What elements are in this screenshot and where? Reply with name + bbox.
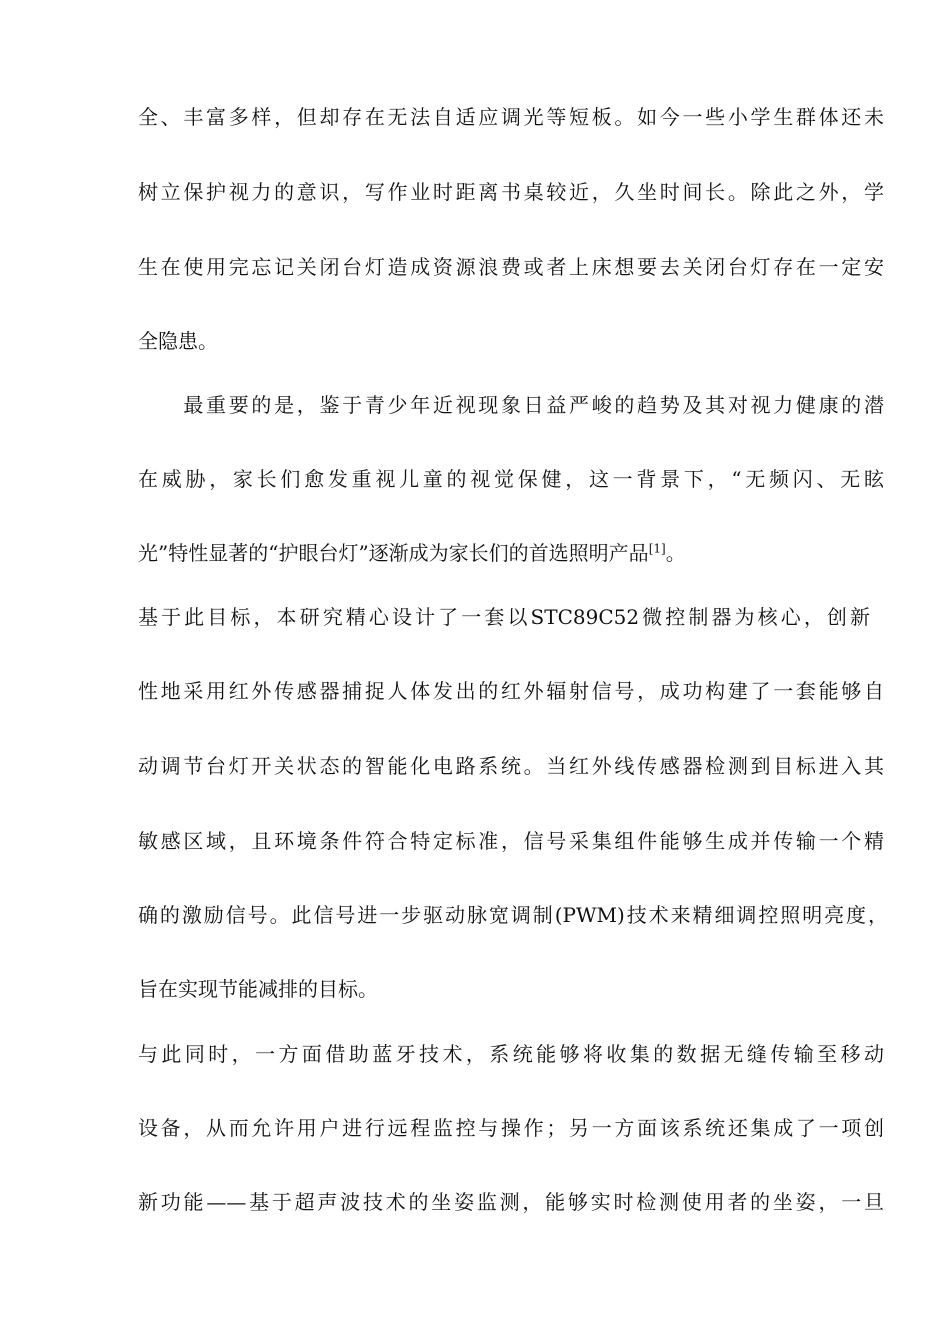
paragraph-1-line-3: 生在使用完忘记关闭台灯造成资源浪费或者上床想要去关闭台灯存在一定安 — [138, 255, 884, 279]
paragraph-3-line-2: 性地采用红外传感器捕捉人体发出的红外辐射信号，成功构建了一套能够自 — [138, 679, 884, 703]
paragraph-4-line-3: 新功能——基于超声波技术的坐姿监测，能够实时检测使用者的坐姿，一旦 — [138, 1190, 884, 1214]
paragraph-1-line-2: 树立保护视力的意识，写作业时距离书桌较近，久坐时间长。除此之外，学 — [138, 180, 884, 204]
paragraph-2-ending: 。 — [665, 541, 686, 565]
paragraph-3-line-5: 确的激励信号。此信号进一步驱动脉宽调制(PWM)技术来精细调控照明亮度， — [138, 903, 888, 927]
paragraph-3-line-1: 基于此目标，本研究精心设计了一套以STC89C52微控制器为核心，创新 — [138, 605, 870, 629]
paragraph-1-line-1: 全、丰富多样，但却存在无法自适应调光等短板。如今一些小学生群体还未 — [138, 105, 884, 129]
paragraph-2-line-3-text: 光”特性显著的“护眼台灯”逐渐成为家长们的首选照明产品 — [138, 541, 649, 565]
paragraph-4-line-2: 设备，从而允许用户进行远程监控与操作；另一方面该系统还集成了一项创 — [138, 1116, 884, 1140]
paragraph-2-line-1: 最重要的是，鉴于青少年近视现象日益严峻的趋势及其对视力健康的潜 — [138, 393, 884, 417]
paragraph-2-line-2: 在威胁，家长们愈发重视儿童的视觉保健，这一背景下，“无频闪、无眩 — [138, 467, 884, 491]
paragraph-2-line-3 — [138, 539, 884, 567]
citation-reference: [1] — [648, 541, 666, 556]
paragraph-3-line-3: 动调节台灯开关状态的智能化电路系统。当红外线传感器检测到目标进入其 — [138, 754, 884, 778]
paragraph-4-line-1: 与此同时，一方面借助蓝牙技术，系统能够将收集的数据无缝传输至移动 — [138, 1042, 884, 1066]
paragraph-1-line-4: 全隐患。 — [138, 329, 218, 353]
paragraph-3-line-6: 旨在实现节能减排的目标。 — [138, 977, 378, 1001]
paragraph-3-line-4: 敏感区域，且环境条件符合特定标准，信号采集组件能够生成并传输一个精 — [138, 829, 884, 853]
